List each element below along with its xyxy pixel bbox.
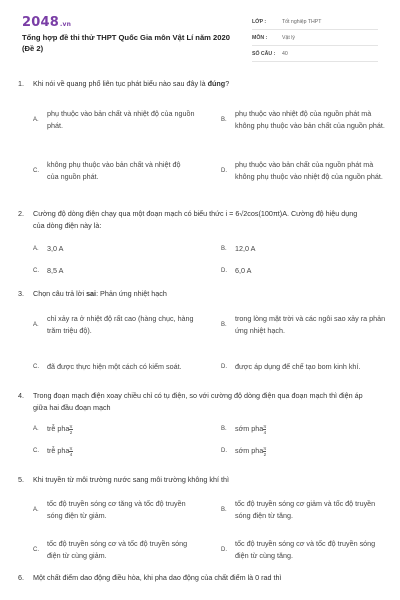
fraction xyxy=(263,446,266,457)
option-text: sớm pha xyxy=(235,424,264,433)
question-text xyxy=(33,288,384,300)
option-b[interactable] xyxy=(221,490,399,530)
option-text: trong lòng mặt trời và các ngôi sao xảy ra phản ứng nhiệt hạch. xyxy=(235,314,386,335)
option-letter: A. xyxy=(33,426,39,432)
option-letter: C. xyxy=(33,168,39,174)
option-text: chỉ xảy ra ở nhiệt độ rất cao (hàng chục, hàng trăm triệu độ). xyxy=(47,314,194,335)
site-logo[interactable] xyxy=(22,15,71,30)
option-c[interactable] xyxy=(33,145,221,197)
option-a[interactable] xyxy=(33,418,221,440)
meta-count-row xyxy=(252,46,378,62)
question-text-part: ? xyxy=(225,79,230,88)
option-text: 3,0 A xyxy=(47,244,64,253)
question-text: Trong đoạn mạch điện xoay chiều chỉ có tụ điện, so với cường độ dòng điện qua đoạn mạch thì điện áp giữa hai đầu đoạn mạch xyxy=(33,391,363,412)
option-letter: A. xyxy=(33,322,39,328)
question-number: 6. xyxy=(18,573,24,582)
fraction-denominator: 2 xyxy=(69,429,73,435)
fraction-numerator: π xyxy=(69,445,73,451)
option-text: đã được thực hiện một cách có kiểm soát. xyxy=(47,362,182,371)
option-text: trễ pha xyxy=(47,424,70,433)
question-text-bold: sai xyxy=(86,289,97,298)
option-a[interactable] xyxy=(33,304,221,346)
question-number: 1. xyxy=(18,79,24,88)
exam-title-line2: (Đề 2) xyxy=(22,43,44,53)
question-text: Cường độ dòng điện chạy qua một đoạn mạch có biểu thức i = 6√2cos(100πt)A. Cường độ hiệu dụng của dòng điện này là: xyxy=(33,209,358,230)
option-text: phụ thuộc vào bản chất và nhiệt độ của nguồn phát. xyxy=(47,109,195,130)
question-text-part: : Phản ứng nhiệt hạch xyxy=(96,289,167,298)
option-b[interactable] xyxy=(221,95,399,145)
question-list xyxy=(18,78,384,584)
option-letter: B. xyxy=(221,117,227,123)
option-letter: B. xyxy=(221,246,227,252)
option-d[interactable] xyxy=(221,346,399,388)
option-text: phụ thuộc vào bản chất của nguồn phát mà không phụ thuộc vào nhiệt độ của nguồn phát. xyxy=(235,160,383,181)
option-letter: A. xyxy=(33,246,39,252)
meta-count-value: 40 xyxy=(282,50,288,57)
meta-count-label: SỐ CÂU : xyxy=(252,50,276,57)
option-letter: B. xyxy=(221,426,227,432)
option-a[interactable] xyxy=(33,490,221,530)
question-5 xyxy=(18,474,384,572)
option-text: trễ pha xyxy=(47,446,70,455)
meta-class-row xyxy=(252,14,378,30)
fraction-denominator: 4 xyxy=(69,451,73,457)
option-text: tốc độ truyền sóng cơ giảm và tốc độ truyền sóng điện từ tăng. xyxy=(235,499,376,520)
option-letter: A. xyxy=(33,507,39,513)
option-text: không phụ thuộc vào bản chất và nhiệt độ của nguồn phát. xyxy=(47,160,181,181)
meta-subject-value: Vật lý xyxy=(282,34,295,41)
question-4 xyxy=(18,390,384,474)
option-text: tốc độ truyền sóng cơ tăng và tốc độ truyền sóng điện từ giảm. xyxy=(47,499,186,520)
question-text: Khi truyền từ môi trường nước sang môi trường không khí thì xyxy=(33,475,229,484)
option-text: tốc độ truyền sóng cơ và tốc độ truyền sóng điện từ cùng giảm. xyxy=(47,539,188,560)
option-text: sớm pha xyxy=(235,446,264,455)
question-1 xyxy=(18,78,384,208)
meta-subject-row xyxy=(252,30,378,46)
meta-subject-label: MÔN : xyxy=(252,34,268,41)
option-letter: C. xyxy=(33,364,39,370)
option-d[interactable] xyxy=(221,440,399,462)
fraction xyxy=(69,424,72,435)
option-letter: A. xyxy=(33,117,39,123)
option-letter: D. xyxy=(221,547,227,553)
question-text xyxy=(33,78,384,90)
option-text: được áp dụng để chế tạo bom kinh khí. xyxy=(235,362,361,371)
question-text-bold: đúng xyxy=(207,79,226,88)
question-number: 3. xyxy=(18,289,24,298)
question-text-part: Chọn câu trả lời xyxy=(33,289,87,298)
fraction-denominator: 4 xyxy=(263,429,267,435)
fraction xyxy=(69,446,72,457)
question-2 xyxy=(18,208,384,288)
logo-main: 2048 xyxy=(22,15,59,30)
option-text: tốc độ truyền sóng cơ và tốc độ truyền sóng điện từ cùng tăng. xyxy=(235,539,376,560)
fraction-numerator: π xyxy=(263,445,267,451)
option-c[interactable] xyxy=(33,440,221,462)
option-text: 6,0 A xyxy=(235,266,252,275)
option-letter: C. xyxy=(33,448,39,454)
option-a[interactable] xyxy=(33,238,221,260)
question-number: 4. xyxy=(18,391,24,400)
option-c[interactable] xyxy=(33,530,221,570)
option-b[interactable] xyxy=(221,238,399,260)
option-letter: D. xyxy=(221,364,227,370)
meta-class-value: Tốt nghiệp THPT xyxy=(282,18,322,25)
question-number: 2. xyxy=(18,209,24,218)
option-letter: C. xyxy=(33,547,39,553)
option-letter: B. xyxy=(221,322,227,328)
option-text: 12,0 A xyxy=(235,244,256,253)
option-letter: D. xyxy=(221,168,227,174)
option-a[interactable] xyxy=(33,95,221,145)
option-d[interactable] xyxy=(221,260,399,282)
exam-title-line1: Tổng hợp đề thi thử THPT Quốc Gia môn Vật Lí năm 2020 xyxy=(22,33,230,42)
option-c[interactable] xyxy=(33,260,221,282)
meta-class-label: LỚP : xyxy=(252,18,267,25)
question-text: Một chất điểm dao động điều hòa, khi pha dao động của chất điểm là 0 rad thì xyxy=(33,573,282,582)
question-number: 5. xyxy=(18,475,24,484)
option-b[interactable] xyxy=(221,304,399,346)
option-text: 8,5 A xyxy=(47,266,64,275)
option-text: phụ thuộc vào nhiệt độ của nguồn phát mà không phụ thuộc vào bản chất của nguồn phát. xyxy=(235,109,385,130)
option-letter: D. xyxy=(221,448,227,454)
option-d[interactable] xyxy=(221,530,399,570)
option-letter: C. xyxy=(33,268,39,274)
fraction xyxy=(263,424,266,435)
exam-title xyxy=(22,33,237,54)
question-3 xyxy=(18,288,384,390)
question-text-part: Khi nói về quang phổ liên tục phát biểu nào sau đây là xyxy=(33,79,208,88)
option-c[interactable] xyxy=(33,346,221,388)
logo-suffix: .vn xyxy=(59,21,72,28)
question-6 xyxy=(18,572,384,584)
option-letter: B. xyxy=(221,507,227,513)
fraction-denominator: 2 xyxy=(263,451,267,457)
fraction-numerator: π xyxy=(69,423,73,429)
fraction-numerator: π xyxy=(263,423,267,429)
option-d[interactable] xyxy=(221,145,399,197)
option-letter: D. xyxy=(221,268,227,274)
option-b[interactable] xyxy=(221,418,399,440)
exam-meta xyxy=(252,14,378,62)
